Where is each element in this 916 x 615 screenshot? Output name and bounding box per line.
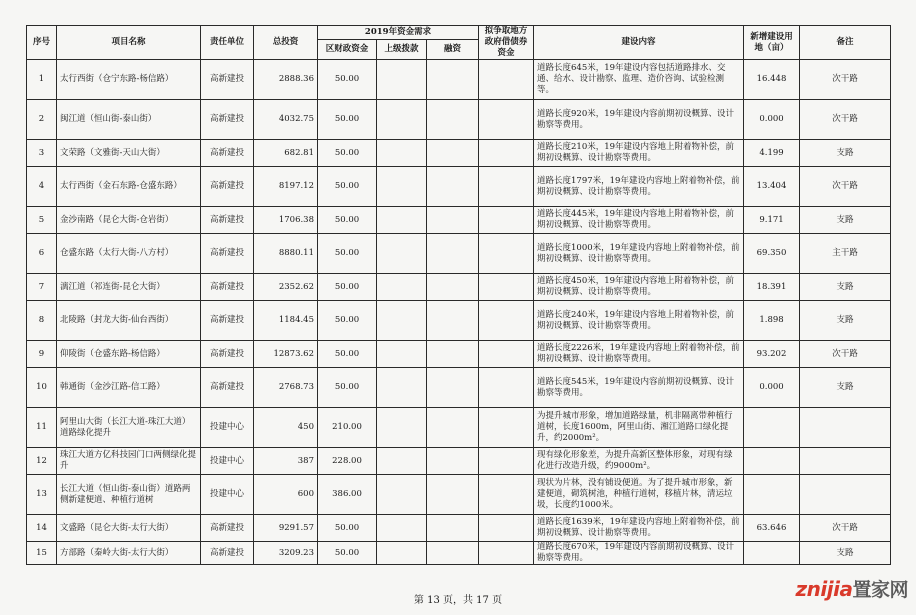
cell-seq: 5 (27, 207, 57, 234)
cell-district: 50.00 (318, 140, 377, 167)
cell-unit: 高新建投 (201, 274, 254, 301)
cell-financing (427, 60, 479, 100)
cell-seq: 13 (27, 475, 57, 515)
cell-superior (377, 301, 427, 341)
cell-district: 50.00 (318, 341, 377, 368)
cell-financing (427, 341, 479, 368)
cell-remark: 支路 (800, 274, 891, 301)
cell-name: 闽江道（恒山街-泰山街） (57, 100, 201, 140)
cell-unit: 高新建投 (201, 515, 254, 542)
table-row (27, 100, 891, 140)
table-row (27, 274, 891, 301)
cell-unit: 投建中心 (201, 408, 254, 448)
cell-name: 仓盛东路（太行大街-八方村） (57, 234, 201, 274)
table-row (27, 408, 891, 448)
cell-remark: 支路 (800, 542, 891, 565)
cell-financing (427, 368, 479, 408)
cell-superior (377, 408, 427, 448)
cell-unit: 投建中心 (201, 475, 254, 515)
cell-district: 386.00 (318, 475, 377, 515)
cell-financing (427, 167, 479, 207)
table-row (27, 368, 891, 408)
cell-land: 4.199 (744, 140, 800, 167)
cell-remark (800, 408, 891, 448)
cell-land: 1.898 (744, 301, 800, 341)
cell-content: 现状为片林，没有铺设便道。为了提升城市形象，新建便道，砌筑树池，种植行道树，移植片林，清运垃圾，长度约1000米。 (534, 475, 744, 515)
cell-financing (427, 448, 479, 475)
cell-superior (377, 60, 427, 100)
cell-land (744, 475, 800, 515)
header-remark: 备注 (800, 26, 891, 60)
cell-content: 现有绿化形象差，为提升高新区整体形象，对现有绿化进行改造升级，约9000m²。 (534, 448, 744, 475)
cell-seq: 6 (27, 234, 57, 274)
cell-remark: 支路 (800, 207, 891, 234)
cell-remark: 支路 (800, 140, 891, 167)
cell-remark: 次干路 (800, 515, 891, 542)
cell-superior (377, 341, 427, 368)
cell-district: 50.00 (318, 207, 377, 234)
cell-land: 63.646 (744, 515, 800, 542)
cell-bond (479, 100, 534, 140)
cell-seq: 2 (27, 100, 57, 140)
cell-content: 道路长度645米，19年建设内容包括道路排水、交通、给水、设计勘察、监理、造价咨询、试验检测等。 (534, 60, 744, 100)
cell-total: 387 (254, 448, 318, 475)
cell-name: 仰陵街（仓盛东路-杨信路） (57, 341, 201, 368)
cell-content: 道路长度450米，19年建设内容地上附着物补偿，前期初设概算、设计勘察等费用。 (534, 274, 744, 301)
cell-total: 8197.12 (254, 167, 318, 207)
cell-name: 长江大道（恒山街-泰山街）道路两侧新建便道、种植行道树 (57, 475, 201, 515)
header-row-1 (27, 26, 891, 40)
header-seq: 序号 (27, 26, 57, 60)
cell-land: 0.000 (744, 100, 800, 140)
cell-land: 16.448 (744, 60, 800, 100)
cell-remark (800, 448, 891, 475)
cell-superior (377, 100, 427, 140)
cell-district: 50.00 (318, 60, 377, 100)
cell-total: 1184.45 (254, 301, 318, 341)
page-number: 第 13 页，共 17 页 (413, 595, 503, 606)
cell-name: 珠江大道方亿科技园门口两侧绿化提升 (57, 448, 201, 475)
cell-bond (479, 167, 534, 207)
header-district: 区财政资金 (318, 40, 377, 60)
cell-content: 道路长度210米，19年建设内容地上附着物补偿，前期初设概算、设计勘察等费用。 (534, 140, 744, 167)
cell-bond (479, 60, 534, 100)
cell-name: 金沙南路（昆仑大街-仓岩街） (57, 207, 201, 234)
cell-total: 2768.73 (254, 368, 318, 408)
cell-name: 太行西街（金石东路-仓盛东路） (57, 167, 201, 207)
cell-remark: 支路 (800, 368, 891, 408)
cell-seq: 8 (27, 301, 57, 341)
cell-unit: 高新建投 (201, 301, 254, 341)
cell-land (744, 408, 800, 448)
cell-financing (427, 408, 479, 448)
cell-unit: 高新建投 (201, 368, 254, 408)
cell-bond (479, 140, 534, 167)
cell-land (744, 542, 800, 565)
cell-bond (479, 515, 534, 542)
cell-seq: 11 (27, 408, 57, 448)
cell-financing (427, 301, 479, 341)
cell-remark: 支路 (800, 301, 891, 341)
cell-bond (479, 274, 534, 301)
cell-superior (377, 207, 427, 234)
cell-content: 道路长度2226米，19年建设内容地上附着物补偿，前期初设概算、设计勘察等费用。 (534, 341, 744, 368)
cell-bond (479, 448, 534, 475)
table-row (27, 140, 891, 167)
cell-total: 682.81 (254, 140, 318, 167)
cell-remark: 次干路 (800, 60, 891, 100)
cell-district: 50.00 (318, 515, 377, 542)
cell-financing (427, 274, 479, 301)
cell-district: 50.00 (318, 368, 377, 408)
cell-unit: 高新建投 (201, 60, 254, 100)
cell-superior (377, 448, 427, 475)
header-financing: 融资 (427, 40, 479, 60)
table-row (27, 542, 891, 565)
cell-bond (479, 475, 534, 515)
cell-content: 道路长度1000米，19年建设内容地上附着物补偿，前期初设概算、设计勘察等费用。 (534, 234, 744, 274)
cell-district: 228.00 (318, 448, 377, 475)
table-row (27, 475, 891, 515)
cell-bond (479, 341, 534, 368)
table-row (27, 515, 891, 542)
cell-land: 9.171 (744, 207, 800, 234)
table-row (27, 167, 891, 207)
cell-remark (800, 475, 891, 515)
cell-land: 0.000 (744, 368, 800, 408)
cell-superior (377, 234, 427, 274)
header-superior: 上级拨款 (377, 40, 427, 60)
funding-table (26, 25, 891, 565)
header-name: 项目名称 (57, 26, 201, 60)
cell-total: 2352.62 (254, 274, 318, 301)
cell-district: 50.00 (318, 167, 377, 207)
watermark-logo (796, 575, 908, 602)
table-row (27, 341, 891, 368)
cell-total: 3209.23 (254, 542, 318, 565)
cell-content: 道路长度920米，19年建设内容前期初设概算、设计勘察等费用。 (534, 100, 744, 140)
cell-total: 600 (254, 475, 318, 515)
cell-superior (377, 368, 427, 408)
table-row (27, 301, 891, 341)
cell-unit: 高新建投 (201, 341, 254, 368)
cell-bond (479, 408, 534, 448)
cell-land: 13.404 (744, 167, 800, 207)
cell-name: 方部路（秦岭大街-太行大街） (57, 542, 201, 565)
cell-total: 1706.38 (254, 207, 318, 234)
cell-superior (377, 542, 427, 565)
cell-land: 18.391 (744, 274, 800, 301)
header-total: 总投资 (254, 26, 318, 60)
cell-seq: 1 (27, 60, 57, 100)
cell-superior (377, 274, 427, 301)
cell-district: 210.00 (318, 408, 377, 448)
cell-name: 漓江道（祁连街-昆仑大街） (57, 274, 201, 301)
cell-district: 50.00 (318, 100, 377, 140)
cell-financing (427, 100, 479, 140)
cell-content: 道路长度670米，19年建设内容前期初设概算、设计勘察等费用。 (534, 542, 744, 565)
cell-remark: 次干路 (800, 167, 891, 207)
cell-unit: 高新建投 (201, 234, 254, 274)
cell-bond (479, 234, 534, 274)
cell-seq: 4 (27, 167, 57, 207)
header-bond: 拟争取地方政府借债券资金 (479, 26, 534, 60)
header-unit: 责任单位 (201, 26, 254, 60)
cell-name: 太行西街（仓宁东路-杨信路） (57, 60, 201, 100)
cell-content: 为提升城市形象，增加道路绿量，机非隔离带种植行道树，长度1600m，阿里山街、湘江道路口绿化提升，约2000m²。 (534, 408, 744, 448)
header-land: 新增建设用地（亩） (744, 26, 800, 60)
cell-unit: 高新建投 (201, 140, 254, 167)
cell-bond (479, 301, 534, 341)
cell-unit: 高新建投 (201, 100, 254, 140)
cell-unit: 高新建投 (201, 542, 254, 565)
cell-total: 8880.11 (254, 234, 318, 274)
cell-total: 12873.62 (254, 341, 318, 368)
cell-financing (427, 542, 479, 565)
cell-unit: 投建中心 (201, 448, 254, 475)
cell-financing (427, 234, 479, 274)
cell-name: 文盛路（昆仑大街-太行大街） (57, 515, 201, 542)
cell-content: 道路长度445米，19年建设内容地上附着物补偿，前期初设概算、设计勘察等费用。 (534, 207, 744, 234)
cell-superior (377, 167, 427, 207)
table-body (27, 60, 891, 565)
cell-content: 道路长度1797米，19年建设内容地上附着物补偿，前期初设概算、设计勘察等费用。 (534, 167, 744, 207)
header-content: 建设内容 (534, 26, 744, 60)
cell-total: 450 (254, 408, 318, 448)
cell-district: 50.00 (318, 234, 377, 274)
cell-content: 道路长度545米，19年建设内容前期初设概算、设计勘察等费用。 (534, 368, 744, 408)
cell-superior (377, 475, 427, 515)
cell-unit: 高新建投 (201, 207, 254, 234)
cell-district: 50.00 (318, 542, 377, 565)
cell-name: 韩通街（金沙江路-信工路） (57, 368, 201, 408)
cell-seq: 7 (27, 274, 57, 301)
cell-seq: 12 (27, 448, 57, 475)
cell-superior (377, 140, 427, 167)
cell-bond (479, 542, 534, 565)
cell-seq: 14 (27, 515, 57, 542)
table-row (27, 60, 891, 100)
cell-seq: 10 (27, 368, 57, 408)
cell-bond (479, 207, 534, 234)
cell-financing (427, 207, 479, 234)
cell-total: 2888.36 (254, 60, 318, 100)
cell-remark: 主干路 (800, 234, 891, 274)
cell-total: 4032.75 (254, 100, 318, 140)
cell-seq: 9 (27, 341, 57, 368)
watermark-brand-latin: znijia (795, 577, 853, 601)
cell-financing (427, 475, 479, 515)
cell-unit: 高新建投 (201, 167, 254, 207)
cell-land: 69.350 (744, 234, 800, 274)
header-funding-group: 2019年资金需求 (318, 26, 479, 40)
cell-remark: 次干路 (800, 100, 891, 140)
cell-land: 93.202 (744, 341, 800, 368)
cell-content: 道路长度240米，19年建设内容地上附着物补偿，前期初设概算、设计勘察等费用。 (534, 301, 744, 341)
cell-financing (427, 515, 479, 542)
cell-name: 阿里山大街（长江大道-珠江大道）道路绿化提升 (57, 408, 201, 448)
cell-seq: 15 (27, 542, 57, 565)
cell-financing (427, 140, 479, 167)
cell-total: 9291.57 (254, 515, 318, 542)
watermark-brand-cn: 置家网 (852, 579, 908, 601)
cell-name: 北陵路（封龙大街-仙台西街） (57, 301, 201, 341)
cell-seq: 3 (27, 140, 57, 167)
table-row (27, 207, 891, 234)
cell-name: 文荣路（文雅街-天山大街） (57, 140, 201, 167)
cell-district: 50.00 (318, 301, 377, 341)
cell-superior (377, 515, 427, 542)
table-row (27, 234, 891, 274)
cell-district: 50.00 (318, 274, 377, 301)
cell-remark: 次干路 (800, 341, 891, 368)
cell-bond (479, 368, 534, 408)
cell-land (744, 448, 800, 475)
table-row (27, 448, 891, 475)
cell-content: 道路长度1639米，19年建设内容地上附着物补偿，前期初设概算、设计勘察等费用。 (534, 515, 744, 542)
